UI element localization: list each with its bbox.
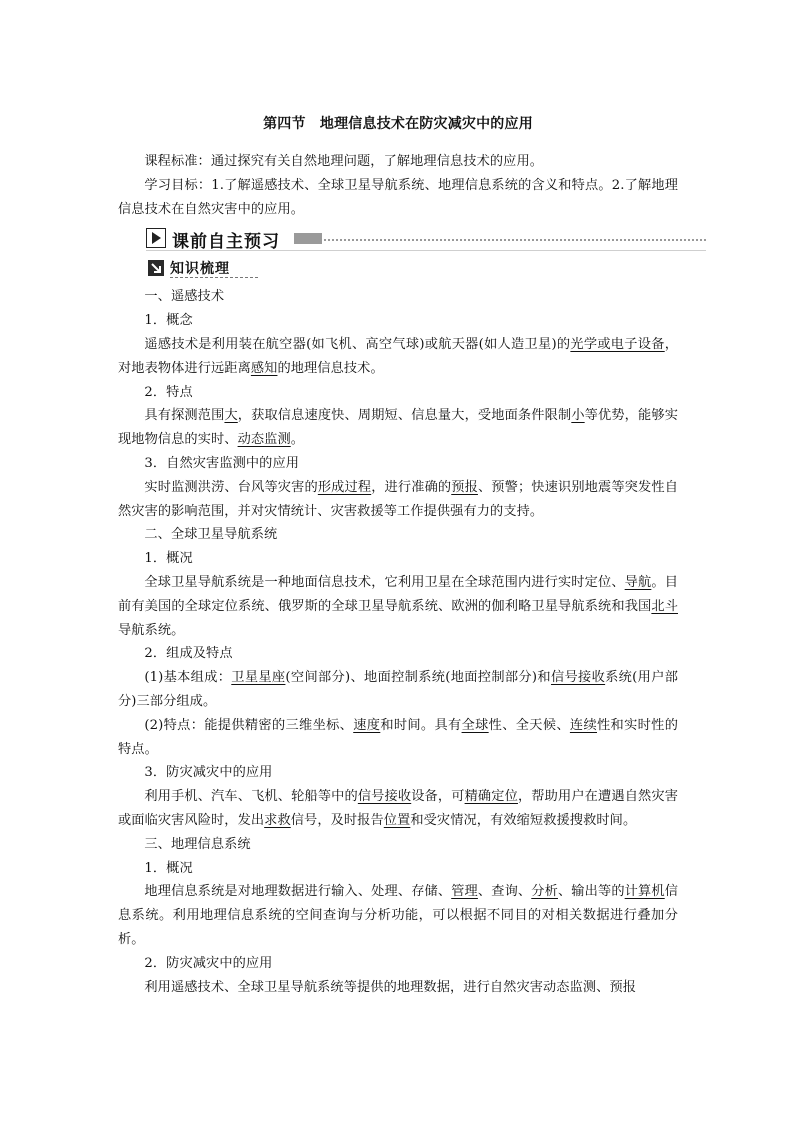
paragraph: 遥感技术是利用装在航空器(如飞机、高空气球)或航天器(如人造卫星)的光学或电子设备，对地表物体进行远距离感知的地理信息技术。 (118, 336, 678, 376)
arrow-down-right-icon (148, 260, 164, 276)
paragraph: 地理信息系统是对地理数据进行输入、处理、存储、管理、查询、分析、输出等的计算机信息系统。利用地理信息系统的空间查询与分析功能，可以根据不同目的对相关数据进行叠加分析。 (118, 884, 678, 947)
subsection-heading (118, 255, 678, 281)
banner-underline (146, 250, 706, 251)
paragraph: 利用手机、汽车、飞机、轮船等中的信号接收设备，可精确定位，帮助用户在遭遇自然灾害或面临灾害风险时，发出求救信号，及时报告位置和受灾情况，有效缩短救援搜救时间。 (118, 789, 679, 828)
item-heading: 3．自然灾害监测中的应用 (144, 455, 300, 471)
answer-blank: 形成过程 (317, 479, 372, 495)
page-title: 第四节 地理信息技术在防灾减灾中的应用 (263, 116, 533, 132)
banner-title: 课前自主预习 (172, 232, 280, 253)
section-heading: 二、全球卫星导航系统 (144, 527, 278, 543)
document-page (118, 112, 678, 999)
item-heading: 1．概况 (144, 551, 193, 567)
answer-blank: 大 (224, 408, 238, 424)
answer-blank: 信号接收 (550, 670, 606, 686)
answer-blank: 精确定位 (464, 789, 518, 805)
paragraph: 全球卫星导航系统是一种地面信息技术，它利用卫星在全球范围内进行实时定位、导航。目前有美国的全球定位系统、俄罗斯的全球卫星导航系统、欧洲的伽利略卫星导航系统和我国北斗导航系统。 (118, 574, 678, 638)
item-heading: 2．特点 (144, 384, 193, 400)
answer-blank: 连续 (569, 717, 597, 733)
banner-dotted-rule (324, 239, 706, 241)
answer-blank: 光学或电子设备 (570, 336, 665, 352)
item-heading: 3．防灾减灾中的应用 (144, 765, 273, 781)
item-heading: 2．组成及特点 (144, 646, 233, 662)
answer-blank: 速度 (353, 717, 381, 733)
answer-blank: 感知 (250, 360, 278, 376)
subsection-title: 知识梳理 (170, 261, 230, 278)
answer-blank: 信号接收 (357, 789, 412, 805)
banner-decoration (294, 233, 322, 244)
answer-blank: 位置 (383, 812, 411, 828)
paragraph: (1)基本组成：卫星星座(空间部分)、地面控制系统(地面控制部分)和信号接收系统(用户部分)三部分组成。 (118, 670, 679, 709)
item-heading: 2．防灾减灾中的应用 (144, 955, 273, 971)
answer-blank: 小 (571, 408, 585, 424)
answer-blank: 分析 (531, 884, 558, 900)
paragraph: 具有探测范围大，获取信息速度快、周期短、信息量大，受地面条件限制小等优势，能够实现地物信息的实时、动态监测。 (118, 408, 678, 448)
paragraph: 实时监测洪涝、台风等灾害的形成过程，进行准确的预报、预警；快速识别地震等突发性自然灾害的影响范围，并对灾情统计、灾害救援等工作提供强有力的支持。 (118, 479, 678, 519)
answer-blank: 计算机 (624, 884, 665, 900)
section-heading: 三、地理信息系统 (144, 836, 251, 852)
answer-blank: 求救 (264, 812, 291, 828)
answer-blank: 北斗 (651, 598, 678, 614)
play-arrow-icon (146, 228, 166, 248)
paragraph: 利用遥感技术、全球卫星导航系统等提供的地理数据，进行自然灾害动态监测、预报 (144, 979, 637, 995)
answer-blank: 管理 (451, 884, 478, 900)
paragraph: (2)特点：能提供精密的三维坐标、速度和时间。具有全球性、全天候、连续性和实时性的特点。 (118, 717, 678, 757)
course-standard: 课程标准：通过探究有关自然地理问题，了解地理信息技术的应用。 (144, 154, 544, 169)
item-heading: 1．概念 (144, 313, 193, 329)
section-heading: 一、遥感技术 (144, 289, 225, 305)
subsection-dashed-rule (170, 277, 258, 278)
section-banner (118, 226, 678, 252)
answer-blank: 预报 (451, 479, 478, 495)
learning-objectives: 学习目标：1.了解遥感技术、全球卫星导航系统、地理信息系统的含义和特点。2.了解地理信息技术在自然灾害中的应用。 (118, 177, 678, 217)
answer-blank: 卫星星座 (231, 670, 286, 686)
item-heading: 1．概况 (144, 860, 193, 876)
answer-blank: 动态监测 (237, 432, 291, 448)
answer-blank: 导航 (624, 574, 652, 590)
answer-blank: 全球 (461, 717, 489, 733)
